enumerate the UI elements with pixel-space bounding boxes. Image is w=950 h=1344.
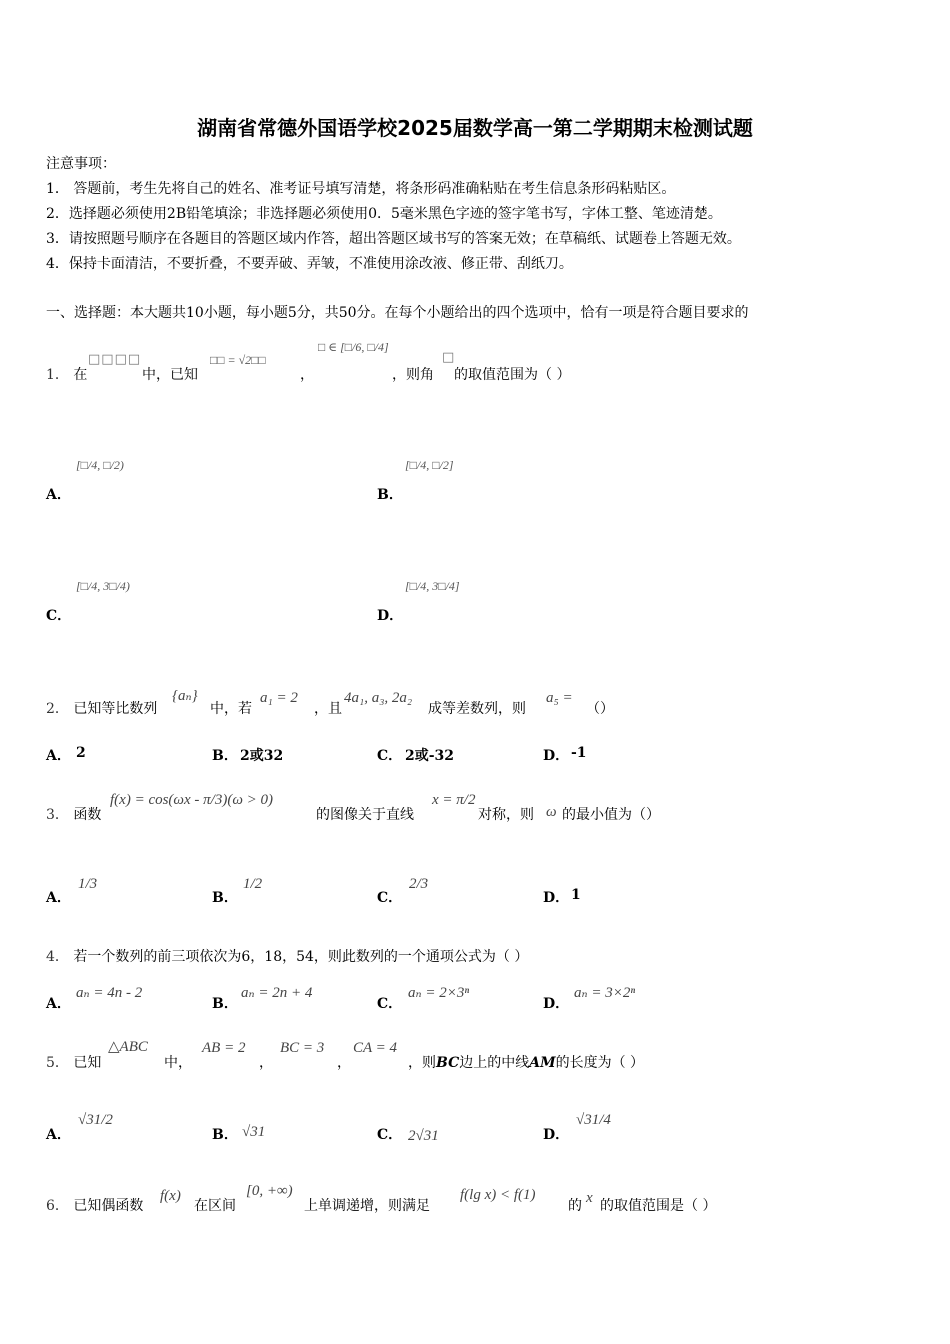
question-text: 中，已知 — [142, 367, 198, 383]
formula-fx: f(x) — [160, 1188, 181, 1204]
notice-item: 1． 答题前，考生先将自己的姓名、准考证号填写清楚，将条形码准确粘贴在考生信息条形码粘贴区。 — [46, 181, 676, 197]
option-label: A． — [46, 487, 71, 503]
formula-a5: a₅ = — [546, 690, 573, 706]
question-text: 的 — [568, 1198, 582, 1214]
question-text: 的取值范围为（ ） — [454, 367, 571, 383]
notice-item: 3．请按照题号顺序在各题目的答题区域内作答，超出答题区域书写的答案无效；在草稿纸、试题卷上答题无效。 — [46, 231, 741, 247]
formula-interval: [0, +∞) — [246, 1183, 293, 1199]
question-2 — [46, 698, 157, 718]
option-value[interactable]: 2/3 — [409, 876, 429, 892]
question-text: ， — [300, 367, 314, 383]
question-number: 6． — [46, 1198, 69, 1214]
option-value[interactable]: -1 — [571, 745, 587, 761]
option-value[interactable]: 1 — [571, 887, 581, 903]
option-math[interactable]: √31/4 — [576, 1112, 611, 1128]
question-text: ， — [259, 1055, 273, 1071]
question-number: 2． — [46, 701, 69, 717]
formula-sequence: {aₙ} — [172, 688, 198, 704]
formula-function: f(x) = cos(ωx - π/3)(ω > 0) — [110, 792, 274, 808]
question-text: ，则角 — [392, 367, 434, 383]
section-heading: 一、选择题：本大题共10小题，每小题5分，共50分。在每个小题给出的四个选项中，恰有一项是符合题目要求的 — [46, 305, 749, 321]
option-math[interactable]: [□/4, □/2] — [405, 458, 454, 472]
formula-a1: a₁ = 2 — [260, 690, 298, 706]
question-text: 在 — [73, 367, 88, 383]
option-label: B． — [377, 487, 403, 503]
question-number: 5． — [46, 1055, 69, 1071]
option-math[interactable]: aₙ = 3×2ⁿ — [574, 985, 636, 1001]
question-6 — [46, 1195, 143, 1215]
option-label: D． — [377, 608, 404, 624]
formula-x: x — [586, 1190, 593, 1206]
question-text: （） — [586, 701, 614, 717]
option-label: A． — [46, 996, 71, 1012]
question-text: 已知偶函数 — [73, 1198, 144, 1214]
option-math[interactable]: aₙ = 2n + 4 — [241, 985, 313, 1001]
formula-triangle: △ABC — [108, 1039, 148, 1055]
question-text: 在区间 — [194, 1198, 236, 1214]
question-4 — [46, 946, 528, 966]
option-label: D． — [543, 890, 570, 906]
question-1 — [46, 364, 87, 384]
option-label: B． — [212, 890, 238, 906]
option-math[interactable]: [□/4, □/2) — [76, 458, 124, 472]
option-math[interactable]: 2√31 — [408, 1128, 439, 1144]
option-label: C． — [377, 1127, 403, 1143]
question-number: 3． — [46, 807, 69, 823]
question-text: 中， — [164, 1055, 192, 1071]
option-label: B． — [212, 1127, 238, 1143]
option-label: C． — [377, 890, 403, 906]
option-label: B． — [212, 748, 238, 764]
question-number: 4． — [46, 949, 69, 965]
notice-heading: 注意事项： — [46, 156, 116, 172]
formula-condition: □□ = √2□□ — [210, 353, 266, 367]
page-title: 湖南省常德外国语学校2025届数学高一第二学期期末检测试题 — [197, 116, 753, 140]
question-text: 函数 — [73, 807, 102, 823]
question-text: 若一个数列的前三项依次为6，18，54，则此数列的一个通项公式为（ ） — [73, 949, 529, 965]
formula-ab: AB = 2 — [202, 1040, 246, 1056]
notice-item: 2．选择题必须使用2B铅笔填涂；非选择题必须使用0．5毫米黑色字迹的签字笔书写，字体工整、笔迹清楚。 — [46, 206, 722, 222]
option-label: C． — [377, 748, 403, 764]
question-text: 的取值范围是（ ） — [600, 1198, 717, 1214]
option-label: A． — [46, 1127, 71, 1143]
option-math[interactable]: aₙ = 4n - 2 — [76, 985, 143, 1001]
question-number: 1． — [46, 367, 69, 383]
question-text: 上单调递增，则满足 — [304, 1198, 430, 1214]
option-value[interactable]: 2或-32 — [405, 748, 455, 764]
question-text: ，且 — [314, 701, 342, 717]
option-label: A． — [46, 890, 71, 906]
option-math[interactable]: aₙ = 2×3ⁿ — [408, 985, 470, 1001]
formula-triangle: □□□□ — [88, 352, 142, 367]
option-label: A． — [46, 748, 71, 764]
formula-bc: BC = 3 — [280, 1040, 325, 1056]
option-math[interactable]: √31 — [242, 1124, 266, 1140]
question-text: 的最小值为（） — [562, 807, 660, 823]
question-3 — [46, 804, 101, 824]
option-math[interactable]: √31/2 — [78, 1112, 113, 1128]
option-math[interactable]: [□/4, 3□/4) — [76, 579, 130, 593]
notice-item: 4．保持卡面清洁，不要折叠，不要弄破、弄皱，不准使用涂改液、修正带、刮纸刀。 — [46, 256, 573, 272]
option-label: C． — [46, 608, 72, 624]
formula-omega: ω — [546, 804, 557, 820]
option-label: B． — [212, 996, 238, 1012]
formula-line: x = π/2 — [432, 792, 476, 808]
formula-angle: □ — [442, 350, 456, 365]
formula-inequality: f(lg x) < f(1) — [460, 1187, 536, 1203]
option-value[interactable]: 2 — [76, 745, 86, 761]
question-text: ， — [337, 1055, 351, 1071]
option-label: D． — [543, 996, 570, 1012]
formula-ca: CA = 4 — [353, 1040, 398, 1056]
option-label: D． — [543, 748, 570, 764]
question-5 — [46, 1052, 101, 1072]
question-text: ，则BC边上的中线AM的长度为（ ） — [408, 1055, 645, 1071]
option-label: D． — [543, 1127, 570, 1143]
option-value[interactable]: 1/2 — [243, 876, 263, 892]
question-text: 的图像关于直线 — [316, 807, 414, 823]
formula-range: □ ∈ [□/6, □/4] — [318, 340, 389, 354]
question-text: 已知 — [73, 1055, 102, 1071]
option-value[interactable]: 1/3 — [78, 876, 98, 892]
formula-terms: 4a₁, a₃, 2a₂ — [344, 690, 413, 706]
option-value[interactable]: 2或32 — [240, 748, 284, 764]
question-text: 中，若 — [210, 701, 252, 717]
question-text: 已知等比数列 — [73, 701, 158, 717]
question-text: 对称，则 — [478, 807, 534, 823]
option-math[interactable]: [□/4, 3□/4] — [405, 579, 460, 593]
question-text: 成等差数列，则 — [428, 701, 526, 717]
option-label: C． — [377, 996, 403, 1012]
